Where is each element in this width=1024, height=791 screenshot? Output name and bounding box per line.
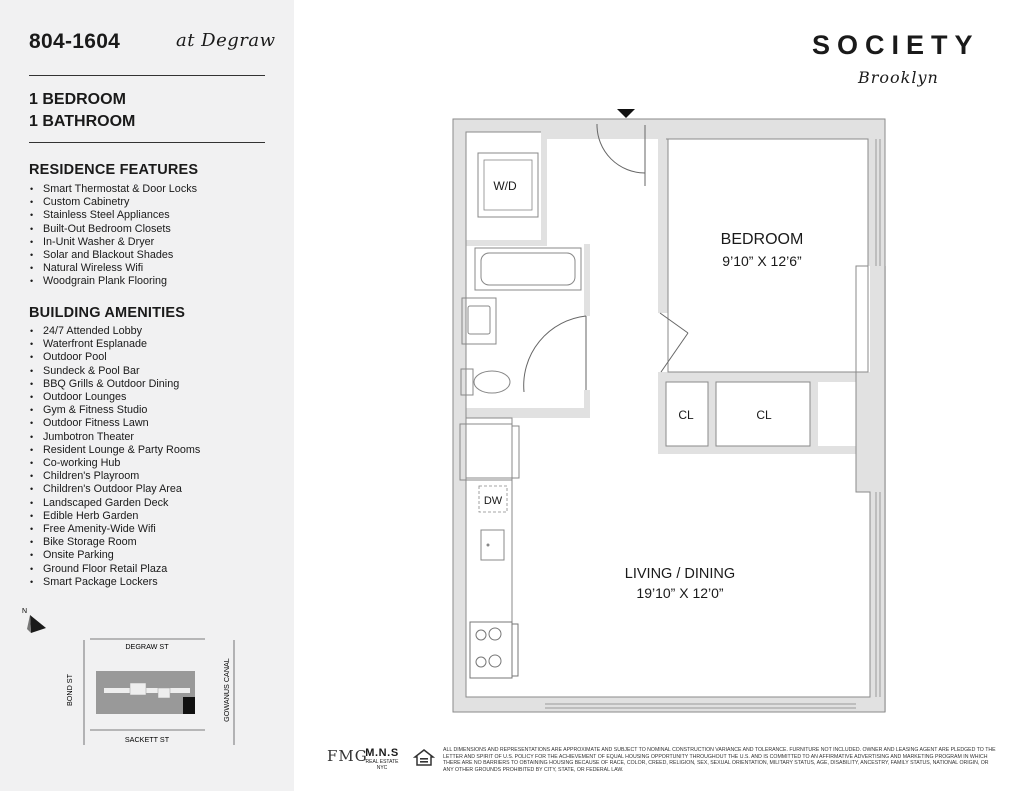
equal-housing-icon bbox=[413, 748, 435, 770]
list-item: • Stainless Steel Appliances bbox=[29, 209, 197, 222]
list-item: • Smart Thermostat & Door Locks bbox=[29, 183, 197, 196]
list-item: • Outdoor Fitness Lawn bbox=[29, 417, 200, 430]
list-item: • Outdoor Lounges bbox=[29, 391, 200, 404]
list-item: • Onsite Parking bbox=[29, 549, 200, 562]
bedroom-label: BEDROOM bbox=[720, 231, 804, 248]
dw-label: DW bbox=[483, 495, 503, 507]
list-item: • Outdoor Pool bbox=[29, 351, 200, 364]
list-item: • BBQ Grills & Outdoor Dining bbox=[29, 378, 200, 391]
building-amenities-heading: BUILDING AMENITIES bbox=[29, 305, 186, 321]
closet-label-2: CL bbox=[756, 408, 772, 422]
residence-features-heading: RESIDENCE FEATURES bbox=[29, 162, 199, 178]
list-item: • Co-working Hub bbox=[29, 457, 200, 470]
fmg-logo: FMG bbox=[327, 747, 368, 765]
wd-label: W/D bbox=[493, 179, 517, 193]
bathtub bbox=[475, 248, 581, 290]
list-item: • Bike Storage Room bbox=[29, 536, 200, 549]
mns-logo: M.N.S REAL ESTATE NYC bbox=[365, 747, 399, 771]
list-item: • Edible Herb Garden bbox=[29, 510, 200, 523]
bathroom-door bbox=[524, 316, 586, 392]
north-label: N bbox=[22, 608, 28, 615]
brand-name: SOCIETY bbox=[812, 30, 980, 60]
list-item: • Solar and Blackout Shades bbox=[29, 249, 197, 262]
list-item: • Natural Wireless Wifi bbox=[29, 262, 197, 275]
list-item: • 24/7 Attended Lobby bbox=[29, 325, 200, 338]
toilet bbox=[461, 369, 510, 395]
list-item: • Sundeck & Pool Bar bbox=[29, 365, 200, 378]
list-item: • Built-Out Bedroom Closets bbox=[29, 223, 197, 236]
brand-sub: Brooklyn bbox=[858, 68, 939, 87]
list-item: • Woodgrain Plank Flooring bbox=[29, 275, 197, 288]
unit-number: 804-1604 bbox=[29, 30, 121, 53]
bedroom-dims: 9’10” X 12’6” bbox=[722, 253, 802, 269]
kitchen-sink bbox=[481, 530, 504, 560]
bedroom-door bbox=[660, 313, 688, 372]
refrigerator bbox=[460, 424, 519, 480]
list-item: • Waterfront Esplanade bbox=[29, 338, 200, 351]
list-item: • Children's Outdoor Play Area bbox=[29, 483, 200, 496]
entry-arrow-icon bbox=[617, 109, 635, 118]
list-item: • Resident Lounge & Party Rooms bbox=[29, 444, 200, 457]
list-item: • Children's Playroom bbox=[29, 470, 200, 483]
list-item: • Gym & Fitness Studio bbox=[29, 404, 200, 417]
living-dims: 19’10” X 12’0” bbox=[636, 585, 724, 601]
list-item: • Free Amenity-Wide Wifi bbox=[29, 523, 200, 536]
bathroom-count: 1 BATHROOM bbox=[29, 113, 136, 130]
list-item: • Jumbotron Theater bbox=[29, 431, 200, 444]
legal-disclaimer: ALL DIMENSIONS AND REPRESENTATIONS ARE APPROXIMATE AND SUBJECT TO NOMINAL CONSTRUCTION VARIANCE AND TOLERANCE. FURNITURE NOT INCLUDED. OWNER AND LEASING AGENT ARE PLEDGED TO THE LETTER AND SPIRIT OF U.S. POLICY FOR THE ACHIEVEMENT OF EQUAL HOUSING OPPORTUNITY THROUGHOUT THE U.S. AND IS COMMITTED TO AN AFFIRMATIVE ADVERTISING AND MARKETING PROGRAM IN WHICH THERE ARE NO BARRIERS TO OBTAINING HOUSING BECAUSE OF RACE, COLOR, CREED, RELIGION, SEX, SEXUAL ORIENTATION, MILITARY STATUS, AGE, DISABILITY, ANCESTRY, FAMILY STATUS, NATIONAL ORIGIN, OR ANY OTHER GROUNDS PROHIBITED BY CITY, STATE, OR FEDERAL LAW. bbox=[443, 747, 996, 773]
list-item: • Smart Package Lockers bbox=[29, 576, 200, 589]
bedroom-count: 1 BEDROOM bbox=[29, 91, 126, 108]
list-item: • In-Unit Washer & Dryer bbox=[29, 236, 197, 249]
street-degraw: DEGRAW ST bbox=[125, 642, 169, 651]
bath-sink bbox=[462, 298, 496, 344]
street-gowanus: GOWANUS CANAL bbox=[222, 658, 231, 722]
list-item: • Ground Floor Retail Plaza bbox=[29, 563, 200, 576]
closet-label-1: CL bbox=[678, 408, 694, 422]
building-script-label: at Degraw bbox=[176, 30, 276, 51]
stove bbox=[470, 622, 518, 678]
living-label: LIVING / DINING bbox=[624, 566, 736, 582]
list-item: • Custom Cabinetry bbox=[29, 196, 197, 209]
street-bond: BOND ST bbox=[65, 674, 74, 706]
list-item: • Landscaped Garden Deck bbox=[29, 497, 200, 510]
street-sackett: SACKETT ST bbox=[124, 735, 170, 744]
